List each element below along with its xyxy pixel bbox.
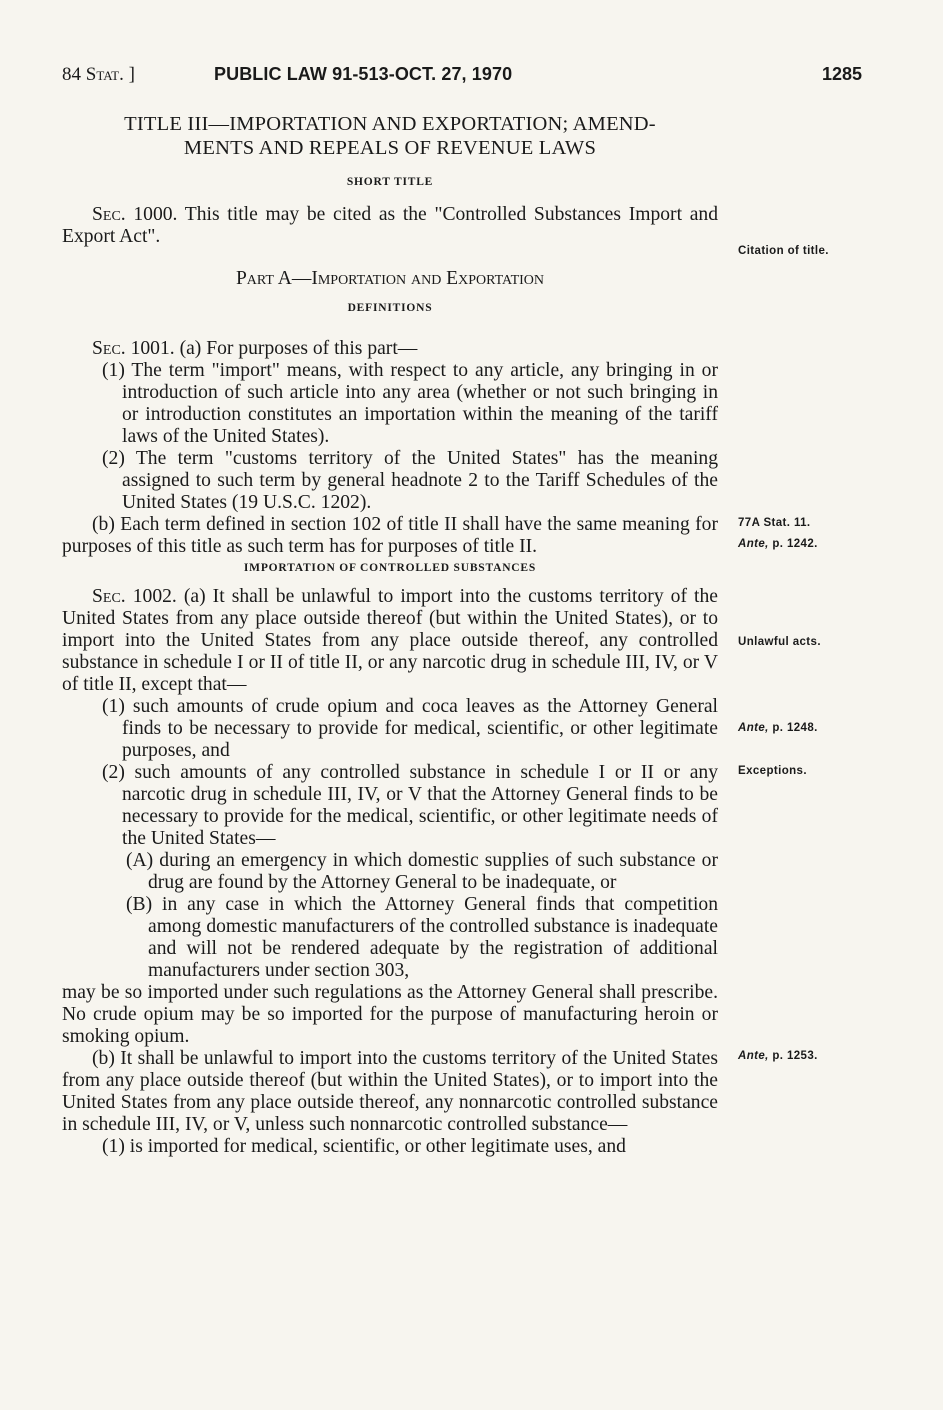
ante-page: p. 1248. <box>768 722 818 734</box>
section-1002-b-item-1: (1) is imported for medical, scientific, or other legitimate uses, and <box>102 1136 626 1157</box>
definitions-caption: DEFINITIONS <box>347 302 433 314</box>
title-heading <box>62 112 718 160</box>
ante-page: p. 1253. <box>768 1050 818 1062</box>
sec-label: Sec. <box>92 586 126 607</box>
margin-note-ante-1248 <box>738 722 818 734</box>
section-1002-a <box>62 586 718 696</box>
definition-customs-territory: (2) The term "customs territory of the United States" has the meaning assigned to such term by general headnote 2 to the Tariff Schedules of the United States (19 U.S.C. 1202). <box>102 448 718 513</box>
section-1002-a-closing: may be so imported under such regulations as the Attorney General shall prescribe. No crude opium may be so imported for the purpose of manufacturing heroin or smoking opium. <box>62 982 718 1047</box>
title-line-1: TITLE III—IMPORTATION AND EXPORTATION; AMEND- <box>124 113 656 135</box>
section-1001-intro-text: 1001. (a) For purposes of this part— <box>125 338 418 359</box>
margin-note-stat: 77A Stat. 11. <box>738 517 811 529</box>
ante-page: p. 1242. <box>768 538 818 550</box>
exception-item-b: (B) in any case in which the Attorney General finds that competition among domestic manufacturers of the controlled substance is inadequate and will not be rendered adequate by the registration of additional manufacturers under section 303, <box>126 894 718 981</box>
definition-b: (b) Each term defined in section 102 of title II shall have the same meaning for purposes of this title as such term has for purposes of title II. <box>62 514 718 557</box>
exception-item-2: (2) such amounts of any controlled substance in schedule I or II or any narcotic drug in schedule III, IV, or V that the Attorney General finds to be necessary to provide for the medical, scientific, or other legitimate needs of the United States— <box>102 762 718 849</box>
page-number: 1285 <box>821 64 862 84</box>
short-title-caption: SHORT TITLE <box>346 176 434 188</box>
definition-import: (1) The term "import" means, with respect to any article, any bringing in or introduction of such article into any area (whether or not such bringing in or introduction constitutes an importation within the meaning of the tariff laws of the United States). <box>102 360 718 447</box>
sec-label: Sec. <box>92 204 126 225</box>
running-header <box>62 64 862 88</box>
section-1002-b: (b) It shall be unlawful to import into the customs territory of the United States from any place outside thereof (but within the United States), or to import into the United States from any place outside thereof, any nonnarcotic controlled substance in schedule III, IV, or V, unless such nonnarcotic controlled substance— <box>62 1048 718 1135</box>
margin-note-ante-1253 <box>738 1050 818 1062</box>
section-1001-intro <box>62 338 718 360</box>
margin-note-exceptions: Exceptions. <box>738 765 807 777</box>
section-1000 <box>62 204 718 248</box>
law-title: PUBLIC LAW 91-513-OCT. 27, 1970 <box>214 64 513 84</box>
section-1002-a-text: 1002. (a) It shall be unlawful to import into the customs territory of the United States from any place outside thereof (but within the United States), or to import into the United States from any place outside thereof, any controlled substance in schedule I or II of title II, or any narcotic drug in schedule III, IV, or V of title II, except that— <box>62 586 718 695</box>
section-1000-text: 1000. This title may be cited as the "Controlled Substances Import and Export Act". <box>62 204 718 247</box>
margin-note-ante-1242 <box>738 538 818 550</box>
margin-note-unlawful-acts: Unlawful acts. <box>738 636 821 648</box>
main-text <box>62 112 718 1158</box>
sec-label: Sec. <box>92 338 126 359</box>
margin-note-citation: Citation of title. <box>738 245 829 257</box>
exception-item-a: (A) during an emergency in which domestic supplies of such substance or drug are found by the Attorney General to be inadequate, or <box>126 850 718 893</box>
title-line-2: MENTS AND REPEALS OF REVENUE LAWS <box>183 137 597 159</box>
exception-item-1: (1) such amounts of crude opium and coca leaves as the Attorney General finds to be necessary to provide for medical, scientific, or other legitimate purposes, and <box>102 696 718 761</box>
ante-label: Ante, <box>738 722 769 734</box>
importation-caption: IMPORTATION OF CONTROLLED SUBSTANCES <box>243 562 537 574</box>
ante-label: Ante, <box>738 1050 769 1062</box>
volume-citation: 84 Stat. ] <box>62 64 135 85</box>
part-a-heading: Part A—Importation and Exportation <box>235 268 545 289</box>
ante-label: Ante, <box>738 538 769 550</box>
